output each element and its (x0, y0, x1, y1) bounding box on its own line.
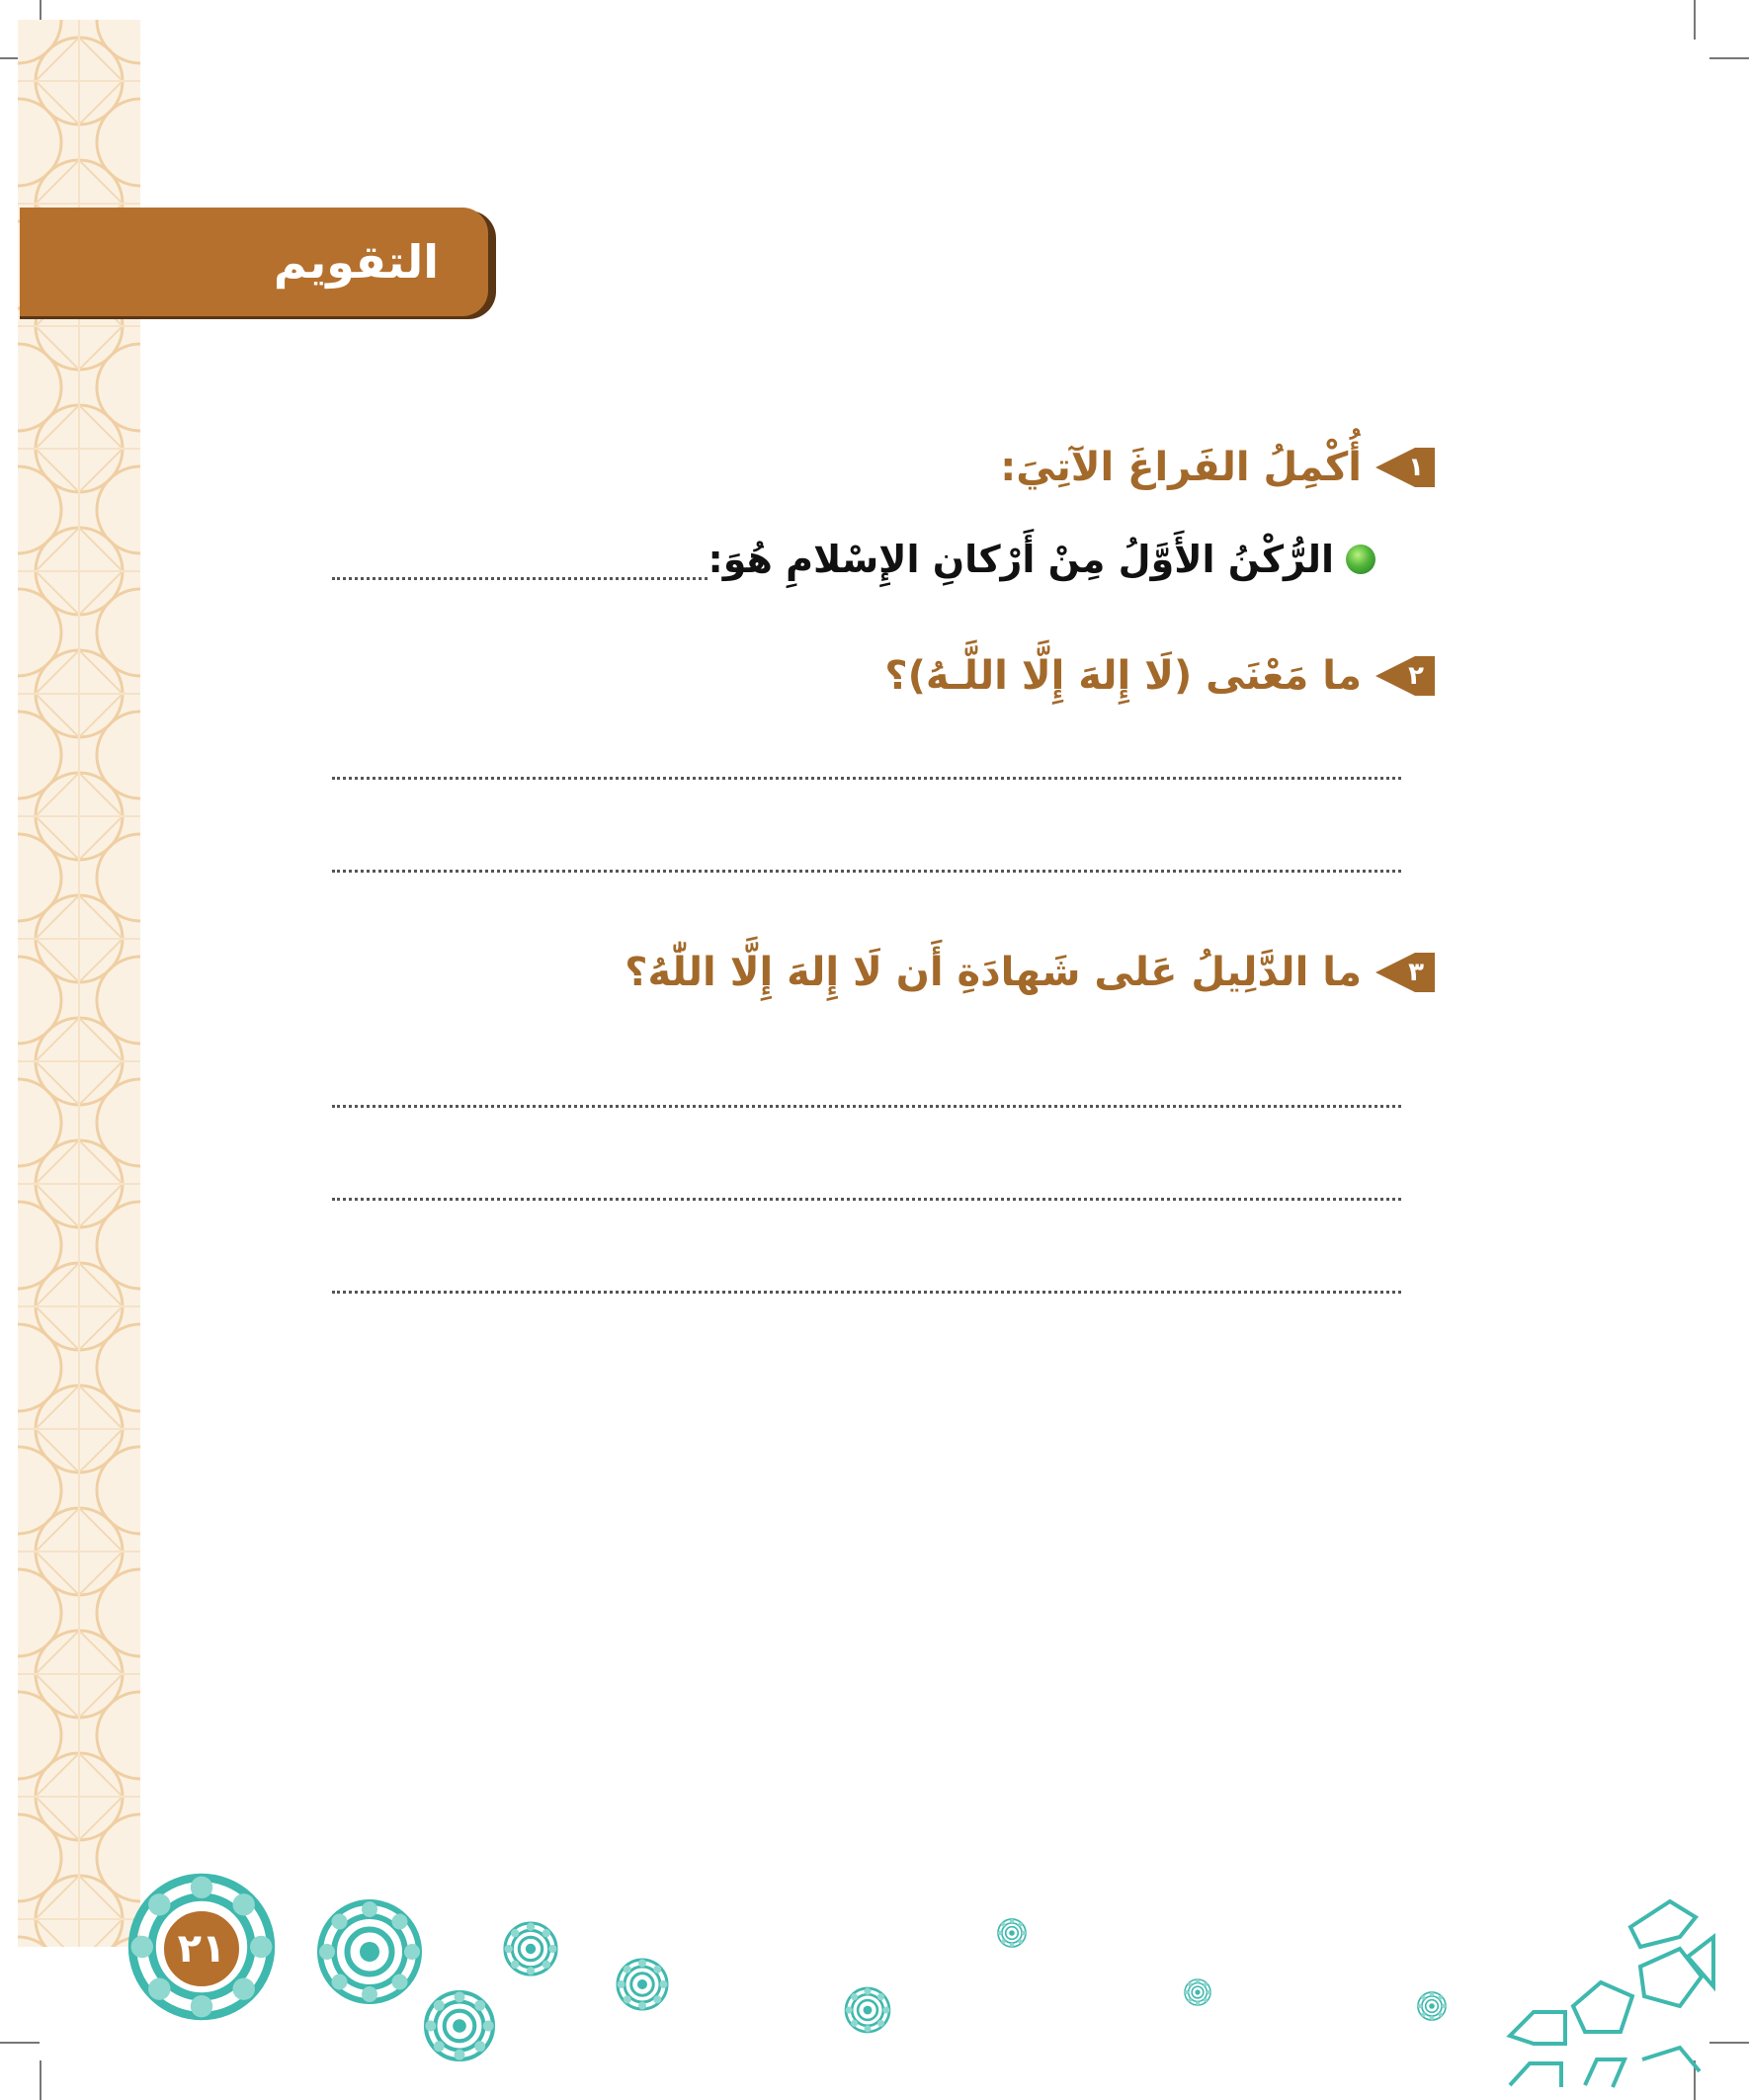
question-number: ٢ (1408, 661, 1424, 691)
header-tab (20, 208, 488, 316)
rosette-ornament (618, 1960, 668, 2010)
crop-mark (1709, 57, 1749, 59)
page-title: التقويم (273, 235, 439, 289)
question-number: ٣ (1408, 958, 1424, 987)
crop-mark (1694, 0, 1696, 40)
question-number-marker (1375, 444, 1439, 491)
question-text: ما الدَّلِيلُ عَلى شَهادَةِ أَن لَا إِلهَ إِلَّا اللّٰهُ؟ (625, 950, 1362, 995)
green-bullet-icon (1346, 545, 1375, 574)
question-1-heading (1000, 444, 1439, 491)
rosette-ornament (425, 1991, 493, 2059)
rosette-ornament (504, 1922, 556, 1974)
rosette-ornament (319, 1901, 420, 2002)
answer-line[interactable] (332, 1291, 1401, 1294)
rosette-ornament (1185, 1979, 1211, 2006)
page-number: ٢١ (177, 1926, 226, 1972)
answer-line[interactable] (332, 777, 1401, 780)
sub-item-text: الرُّكْنُ الأَوَّلُ مِنْ أَرْكانِ الإِسْلامِ هُوَ: (708, 538, 1334, 581)
decorative-rosettes (0, 1838, 1749, 2100)
page-number-badge (160, 1907, 243, 1990)
question-3-heading (625, 949, 1439, 996)
question-1-sub-item (708, 538, 1375, 581)
question-2-heading (884, 652, 1439, 700)
answer-line[interactable] (332, 1198, 1401, 1201)
rosette-ornament (1418, 1992, 1447, 2021)
question-number-marker (1375, 949, 1439, 996)
answer-line[interactable] (332, 577, 708, 580)
answer-line[interactable] (332, 870, 1401, 873)
geometric-ornament (1510, 1901, 1713, 2087)
answer-line[interactable] (332, 1105, 1401, 1108)
question-number-marker (1375, 652, 1439, 700)
question-text: أُكْمِلُ الفَراغَ الآتِيَ: (1000, 445, 1362, 490)
rosette-ornament (998, 1919, 1027, 1948)
question-number: ١ (1408, 453, 1424, 482)
question-text: ما مَعْنَى (لَا إِلهَ إِلَّا اللَّـهُ)؟ (884, 653, 1362, 699)
rosette-ornament (846, 1988, 890, 2033)
